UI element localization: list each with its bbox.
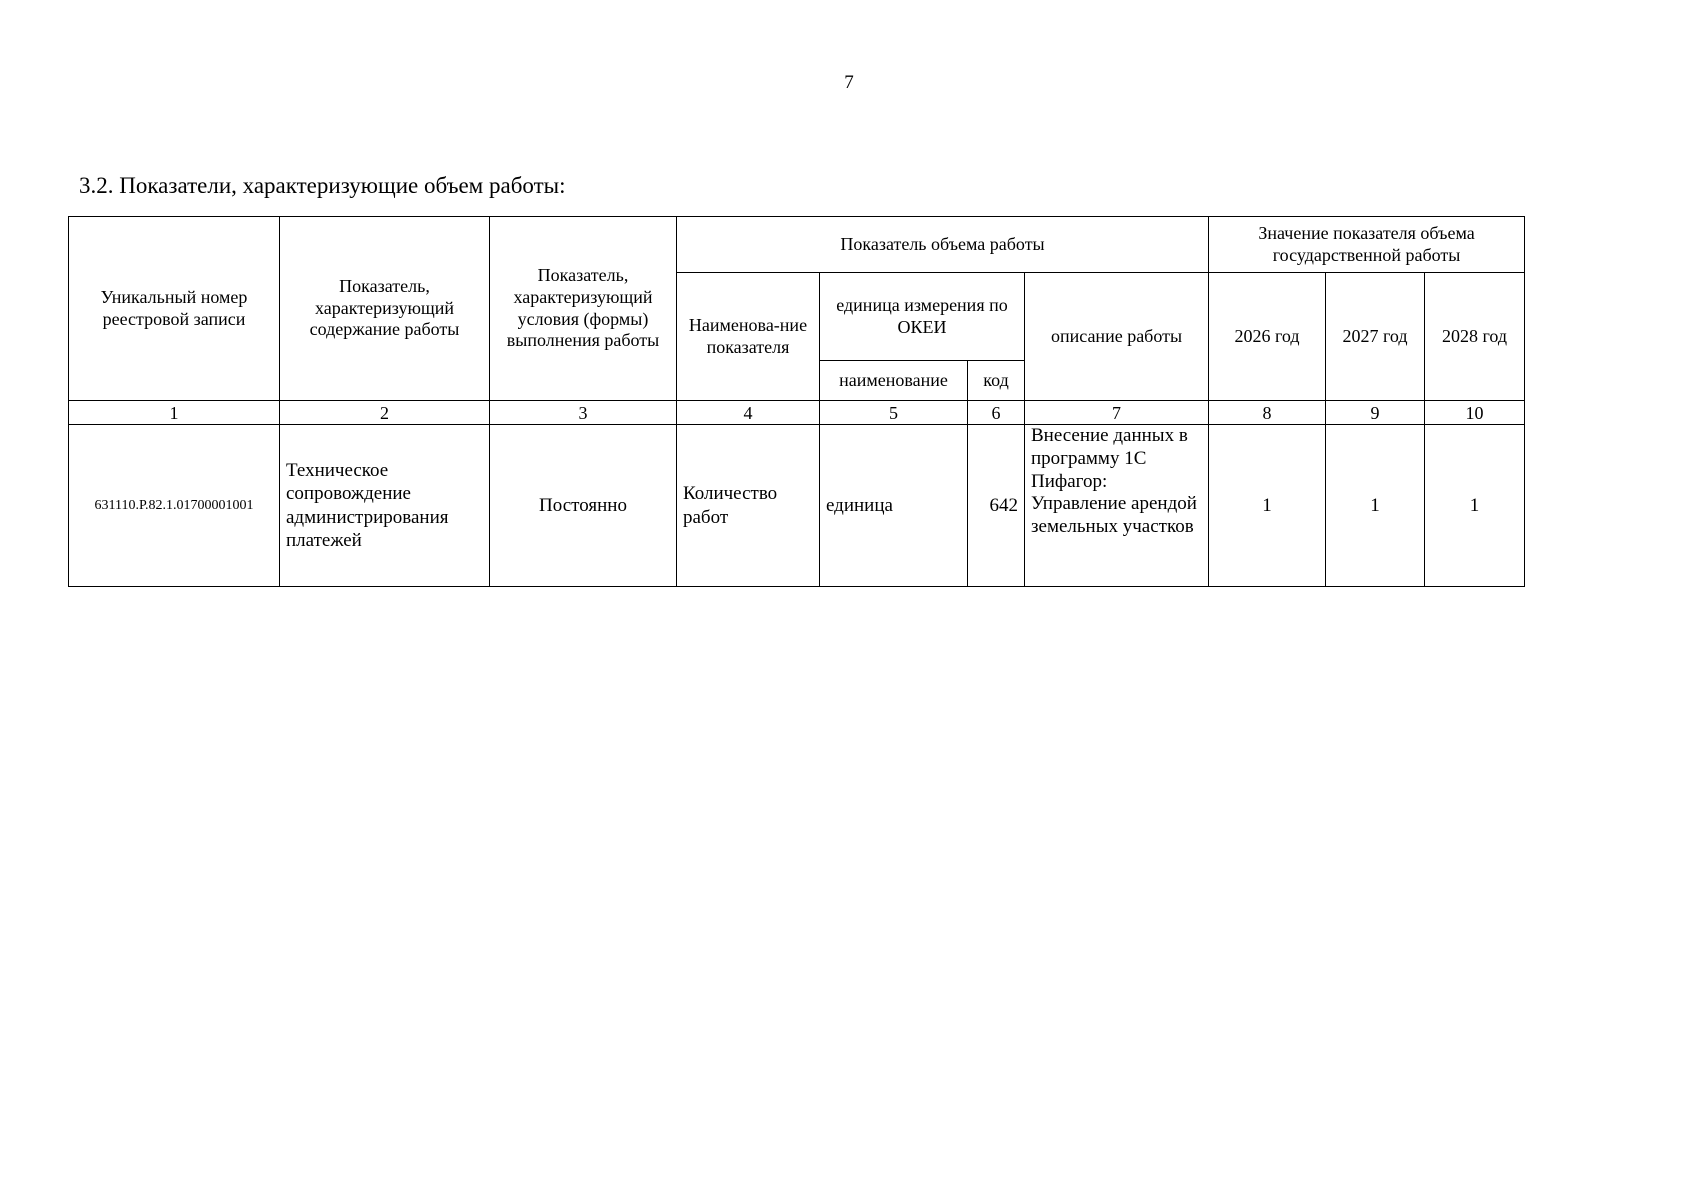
unit-name-cell: единица — [820, 425, 968, 587]
work-volume-table — [68, 216, 1525, 587]
column-number: 4 — [677, 401, 820, 425]
column-number: 9 — [1326, 401, 1425, 425]
section-title: 3.2. Показатели, характеризующие объем работы: — [79, 173, 566, 198]
header-unique-number: Уникальный номер реестровой записи — [69, 217, 280, 401]
header-year-2027: 2027 год — [1326, 273, 1425, 401]
column-number: 8 — [1209, 401, 1326, 425]
content-cell: Техническое сопровождение администрирования платежей — [280, 425, 490, 587]
header-content-indicator: Показатель, характеризующий содержание работы — [280, 217, 490, 401]
header-unit-code: код — [968, 361, 1025, 401]
value-2028-cell: 1 — [1425, 425, 1525, 587]
column-number-row — [69, 401, 1525, 425]
value-2026-cell: 1 — [1209, 425, 1326, 587]
column-number: 5 — [820, 401, 968, 425]
column-number: 1 — [69, 401, 280, 425]
value-2027-cell: 1 — [1326, 425, 1425, 587]
column-number: 10 — [1425, 401, 1525, 425]
header-year-2026: 2026 год — [1209, 273, 1326, 401]
table-row — [69, 425, 1525, 587]
indicator-name-cell: Количество работ — [677, 425, 820, 587]
header-work-description: описание работы — [1025, 273, 1209, 401]
column-number: 3 — [490, 401, 677, 425]
column-number: 6 — [968, 401, 1025, 425]
unit-code-cell: 642 — [968, 425, 1025, 587]
header-volume-indicator: Показатель объема работы — [677, 217, 1209, 273]
column-number: 7 — [1025, 401, 1209, 425]
column-number: 2 — [280, 401, 490, 425]
header-indicator-name: Наименова-ние показателя — [677, 273, 820, 401]
registry-number-cell: 631110.Р.82.1.01700001001 — [69, 425, 280, 587]
conditions-cell: Постоянно — [490, 425, 677, 587]
header-unit-okei: единица измерения по ОКЕИ — [820, 273, 1025, 361]
header-value-group: Значение показателя объема государственной работы — [1209, 217, 1525, 273]
page-number: 7 — [844, 72, 854, 93]
header-row-1 — [69, 217, 1525, 273]
header-unit-name: наименование — [820, 361, 968, 401]
header-year-2028: 2028 год — [1425, 273, 1525, 401]
description-cell: Внесение данных в программу 1С Пифагор: Управление арендой земельных участков — [1025, 425, 1209, 587]
header-conditions-indicator: Показатель, характеризующий условия (формы) выполнения работы — [490, 217, 677, 401]
